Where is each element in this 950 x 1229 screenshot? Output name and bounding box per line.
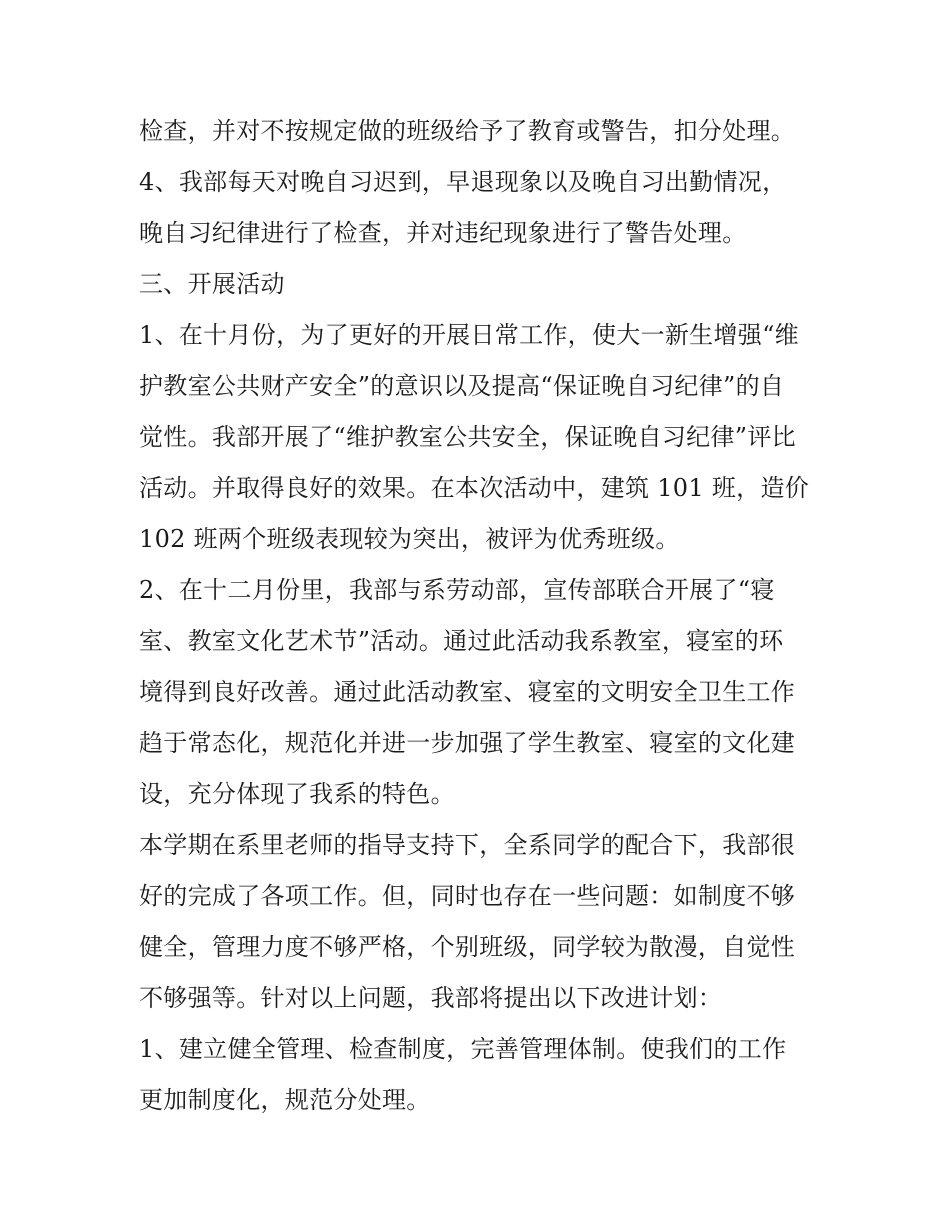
text-line: 室、教室文化艺术节”活动。通过此活动我系教室，寝室的环 [139, 627, 784, 655]
text-line: 102 班两个班级表现较为突出，被评为优秀班级。 [139, 525, 680, 553]
text-line: 2、在十二月份里，我部与系劳动部，宣传部联合开展了“寝 [139, 576, 775, 604]
text-line: 更加制度化，规范分处理。 [139, 1086, 431, 1114]
text-line: 4、我部每天对晚自习迟到，早退现象以及晚自习出勤情况， [139, 168, 787, 196]
text-line: 觉性。我部开展了“维护教室公共安全，保证晚自习纪律”评比 [139, 423, 796, 451]
text-line: 晚自习纪律进行了检查，并对违纪现象进行了警告处理。 [139, 219, 747, 247]
text-line: 1、在十月份，为了更好的开展日常工作，使大一新生增强“维 [139, 321, 799, 349]
text-line: 趋于常态化，规范化并进一步加强了学生教室、寝室的文化建 [139, 729, 796, 757]
text-line: 本学期在系里老师的指导支持下，全系同学的配合下，我部很 [139, 831, 796, 859]
section-heading: 三、开展活动 [139, 270, 285, 298]
text-line: 好的完成了各项工作。但，同时也存在一些问题：如制度不够 [139, 882, 796, 910]
document-body [139, 106, 819, 1126]
text-line: 护教室公共财产安全”的意识以及提高“保证晚自习纪律”的自 [139, 372, 785, 400]
text-line: 设，充分体现了我系的特色。 [139, 780, 455, 808]
text-line: 活动。并取得良好的效果。在本次活动中，建筑 101 班，造价 [139, 474, 810, 502]
text-line: 健全，管理力度不够严格，个别班级，同学较为散漫，自觉性 [139, 933, 796, 961]
text-line: 检查，并对不按规定做的班级给予了教育或警告，扣分处理。 [139, 117, 796, 145]
text-line: 1、建立健全管理、检查制度，完善管理体制。使我们的工作 [139, 1035, 787, 1063]
text-line: 不够强等。针对以上问题，我部将提出以下改进计划： [139, 984, 723, 1012]
text-line: 境得到良好改善。通过此活动教室、寝室的文明安全卫生工作 [139, 678, 796, 706]
